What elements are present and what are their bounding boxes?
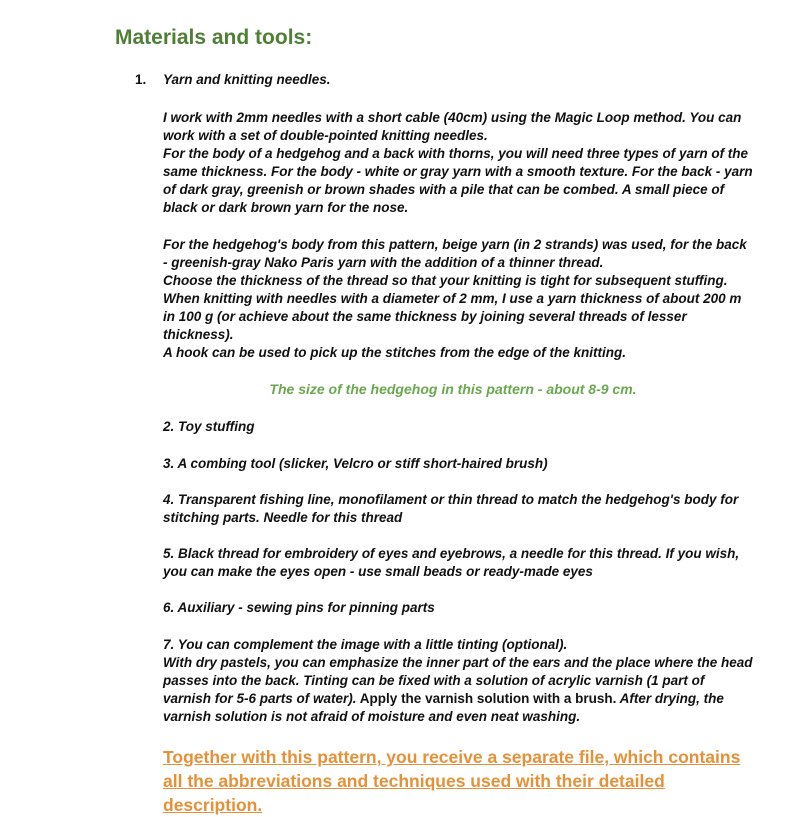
page-heading: Materials and tools: (115, 26, 313, 49)
varnish-apply-text: Apply the varnish solution with a brush. (356, 691, 617, 706)
tinting-text: With dry pastels, you can emphasize the inner part of the ears and the place where the head passes into the back. Tinting can be fixed with a solution of acrylic varnish (1 part of varnish for 5-6 parts of water). (163, 655, 753, 706)
list-item-2: 2. Toy stuffing (163, 419, 255, 434)
paragraph-needles: I work with 2mm needles with a short cable (40cm) using the Magic Loop method. You can work with a set of double-pointed knitting needles. (163, 110, 742, 143)
list-item-3: 3. A combing tool (slicker, Velcro or stiff short-haired brush) (163, 456, 548, 471)
list-item-7-body (163, 654, 753, 726)
paragraph-hook: A hook can be used to pick up the stitches from the edge of the knitting. (163, 345, 627, 360)
list-item-6: 6. Auxiliary - sewing pins for pinning parts (163, 600, 435, 615)
footer-note: Together with this pattern, you receive a separate file, which contains all the abbreviations and techniques used with their detailed description. (163, 747, 741, 815)
list-item-7 (163, 636, 753, 726)
varnish-dry-text: After drying, the varnish solution is not afraid of moisture and even neat washing. (163, 691, 724, 724)
list-item-1-title: Yarn and knitting needles. (163, 72, 331, 87)
paragraph-yarn-weight: When knitting with needles with a diameter of 2 mm, I use a yarn thickness of about 200 m in 100 g (or achieve about the same thickness by joining several threads of lesser thickness). (163, 291, 742, 342)
paragraph-yarn-types: For the body of a hedgehog and a back with thorns, you will need three types of yarn of the same thickness. For the body - white or gray yarn with a smooth texture. For the back - yarn of dark gray, greenish or brown shades with a pile that can be combed. A small piece of black or dark brown yarn for the nose. (163, 146, 753, 215)
list-item-7-title: 7. You can complement the image with a little tinting (optional). (163, 637, 568, 652)
list-item-4: 4. Transparent fishing line, monofilament or thin thread to match the hedgehog's body for stitching parts. Needle for this thread (163, 492, 739, 525)
size-note: The size of the hedgehog in this pattern - about 8-9 cm. (269, 381, 637, 397)
list-item-1-number: 1. (135, 72, 147, 87)
list-item-5: 5. Black thread for embroidery of eyes and eyebrows, a needle for this thread. If you wish, you can make the eyes open - use small beads or ready-made eyes (163, 546, 740, 579)
paragraph-pattern-yarn: For the hedgehog's body from this pattern, beige yarn (in 2 strands) was used, for the back - greenish-gray Nako Paris yarn with the addition of a thinner thread. (163, 237, 747, 270)
paragraph-thread-thickness: Choose the thickness of the thread so that your knitting is tight for subsequent stuffing. (163, 273, 728, 288)
